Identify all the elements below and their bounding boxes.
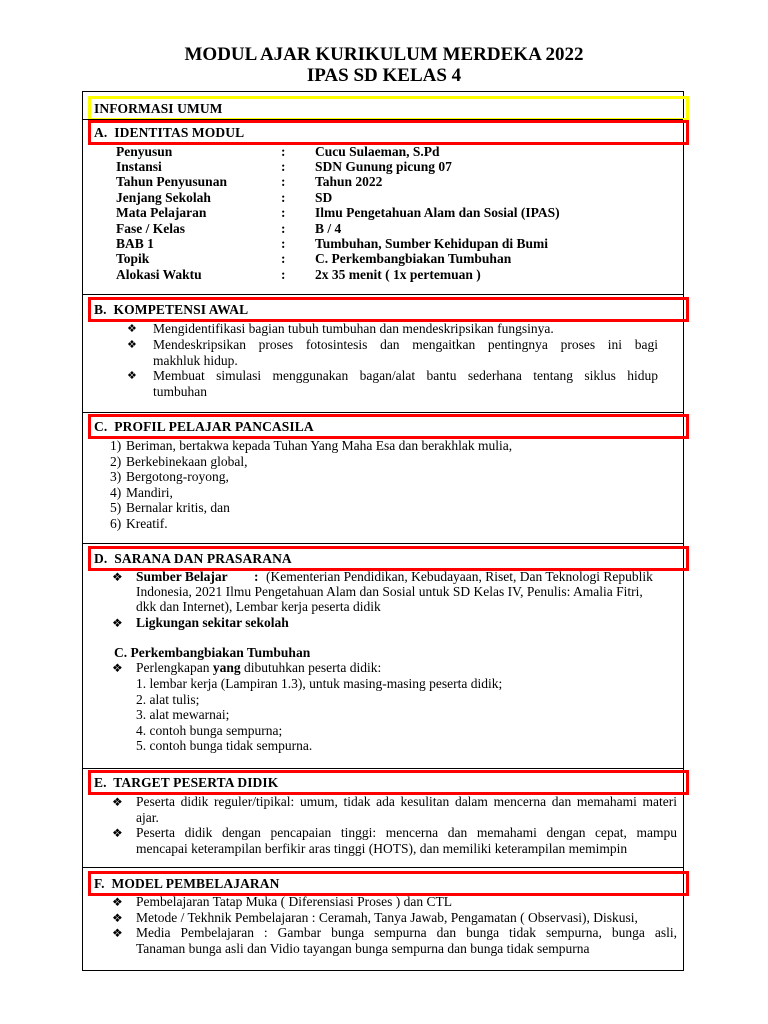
- bullet-icon: ❖: [112, 616, 123, 630]
- identity-label: Jenjang Sekolah: [116, 190, 211, 205]
- identity-colon: :: [281, 205, 286, 220]
- lingkungan-item: Ligkungan sekitar sekolah: [136, 615, 289, 630]
- bullet-icon: ❖: [127, 339, 137, 351]
- item-number: 4): [110, 484, 122, 500]
- perlengkapan-item: 5. contoh bunga tidak sempurna.: [136, 738, 313, 753]
- perlengkapan-item: 4. contoh bunga sempurna;: [136, 722, 283, 738]
- item-number: 3): [110, 469, 122, 484]
- model-text: Media Pembelajaran : Gambar bunga sempurna dan bunga tidak sempurna, bunga asli,: [136, 925, 677, 940]
- sumber-line-3: dkk dan Internet), Lembar kerja peserta didik: [136, 599, 381, 614]
- identity-colon: :: [281, 236, 286, 251]
- section-d-header: D. SARANA DAN PRASARANA: [88, 546, 689, 571]
- bullet-icon: ❖: [112, 926, 123, 940]
- identity-value: Cucu Sulaeman, S.Pd: [315, 144, 440, 159]
- identity-value: SDN Gunung picung 07: [315, 159, 452, 174]
- section-c-header: C. PROFIL PELAJAR PANCASILA: [88, 414, 689, 439]
- profil-item: Kreatif.: [126, 515, 168, 531]
- bullet-icon: ❖: [112, 895, 123, 909]
- model-text: Metode / Tekhnik Pembelajaran : Ceramah, Tanya Jawab, Pengamatan ( Observasi), Diskusi,: [136, 910, 638, 925]
- divider: [83, 768, 683, 769]
- bullet-icon: ❖: [127, 370, 137, 382]
- identity-label: Alokasi Waktu: [116, 267, 202, 282]
- profil-item: Bernalar kritis, dan: [126, 500, 230, 515]
- target-text: ajar.: [136, 809, 159, 825]
- bullet-icon: ❖: [112, 795, 123, 809]
- identity-value: SD: [315, 190, 333, 205]
- kompetensi-text: Mendeskripsikan proses fotosintesis dan mengaitkan pentingnya proses ini bagi: [153, 337, 658, 352]
- identity-label: Instansi: [116, 159, 162, 174]
- sumber-label: Sumber Belajar: [136, 569, 228, 584]
- model-text: Pembelajaran Tatap Muka ( Diferensiasi Proses ) dan CTL: [136, 894, 452, 909]
- divider: [83, 543, 683, 544]
- identity-label: Tahun Penyusunan: [116, 174, 227, 189]
- identity-value: B / 4: [315, 221, 342, 236]
- profil-item: Beriman, bertakwa kepada Tuhan Yang Maha Esa dan berakhlak mulia,: [126, 438, 513, 453]
- item-number: 1): [110, 438, 122, 453]
- page-title: MODUL AJAR KURIKULUM MERDEKA 2022: [184, 44, 584, 65]
- profil-item: Mandiri,: [126, 484, 173, 500]
- identity-value: 2x 35 menit ( 1x pertemuan ): [315, 267, 481, 282]
- bullet-icon: ❖: [112, 570, 123, 584]
- target-text: Peserta didik dengan pencapaian tinggi: mencerna dan memahami dengan cepat, mampu: [136, 825, 677, 840]
- bullet-icon: ❖: [127, 323, 137, 335]
- sumber-line-1: (Kementerian Pendidikan, Kebudayaan, Riset, Dan Teknologi Republik: [266, 569, 653, 584]
- identity-label: Penyusun: [116, 144, 173, 159]
- section-f-header: F. MODEL PEMBELAJARAN: [88, 871, 689, 896]
- section-a-header: A. IDENTITAS MODUL: [88, 120, 689, 145]
- sumber-line-2: Indonesia, 2021 Ilmu Pengetahuan Alam dan Sosial untuk SD Kelas IV, Penulis: Amalia Fitri,: [136, 584, 643, 599]
- identity-colon: :: [281, 251, 286, 266]
- identity-label: Fase / Kelas: [116, 221, 185, 236]
- perlengkapan-item: 2. alat tulis;: [136, 691, 200, 707]
- identity-value: Ilmu Pengetahuan Alam dan Sosial (IPAS): [315, 205, 560, 220]
- identity-value: C. Perkembangbiakan Tumbuhan: [315, 251, 512, 266]
- profil-item: Berkebinekaan global,: [126, 453, 248, 469]
- sumber-colon: :: [254, 569, 259, 584]
- perlengkapan-item: 1. lembar kerja (Lampiran 1.3), untuk masing-masing peserta didik;: [136, 676, 503, 691]
- item-number: 6): [110, 515, 122, 531]
- profil-item: Bergotong-royong,: [126, 469, 229, 484]
- model-text: Tanaman bunga asli dan Vidio tayangan bunga sempurna dan bunga tidak sempurna: [136, 940, 590, 956]
- target-text: mencapai keterampilan berfikir aras tinggi (HOTS), dan memiliki keterampilan memimpin: [136, 840, 628, 856]
- item-number: 2): [110, 453, 122, 469]
- bullet-icon: ❖: [112, 826, 123, 840]
- identity-label: Topik: [116, 251, 150, 266]
- identity-colon: :: [281, 174, 286, 189]
- divider: [83, 412, 683, 413]
- section-e-header: E. TARGET PESERTA DIDIK: [88, 770, 689, 795]
- target-text: Peserta didik reguler/tipikal: umum, tidak ada kesulitan dalam mencerna dan memahami materi: [136, 794, 677, 809]
- kompetensi-text: Membuat simulasi menggunakan bagan/alat bantu sederhana tentang siklus hidup: [153, 368, 658, 383]
- kompetensi-text: tumbuhan: [153, 383, 207, 399]
- kompetensi-text: makhluk hidup.: [153, 352, 238, 368]
- identity-label: BAB 1: [116, 236, 154, 251]
- section-b-header: B. KOMPETENSI AWAL: [88, 297, 689, 322]
- divider: [83, 867, 683, 868]
- item-number: 5): [110, 500, 122, 515]
- divider: [83, 294, 683, 295]
- perlengkapan-item: 3. alat mewarnai;: [136, 707, 230, 722]
- identity-colon: :: [281, 159, 286, 174]
- sub-title: C. Perkembangbiakan Tumbuhan: [114, 645, 311, 660]
- identity-value: Tahun 2022: [315, 174, 383, 189]
- identity-value: Tumbuhan, Sumber Kehidupan di Bumi: [315, 236, 548, 251]
- kompetensi-text: Mengidentifikasi bagian tubuh tumbuhan dan mendeskripsikan fungsinya.: [153, 321, 554, 336]
- identity-colon: :: [281, 267, 286, 282]
- perlengkapan-line: Perlengkapan yang dibutuhkan peserta didik:: [136, 660, 382, 675]
- identity-colon: :: [281, 144, 286, 159]
- page-subtitle: IPAS SD KELAS 4: [306, 65, 462, 86]
- bullet-icon: ❖: [112, 661, 123, 675]
- identity-label: Mata Pelajaran: [116, 205, 207, 220]
- identity-colon: :: [281, 190, 286, 205]
- bullet-icon: ❖: [112, 911, 123, 925]
- identity-colon: :: [281, 221, 286, 236]
- informasi-umum-header: INFORMASI UMUM: [88, 96, 689, 121]
